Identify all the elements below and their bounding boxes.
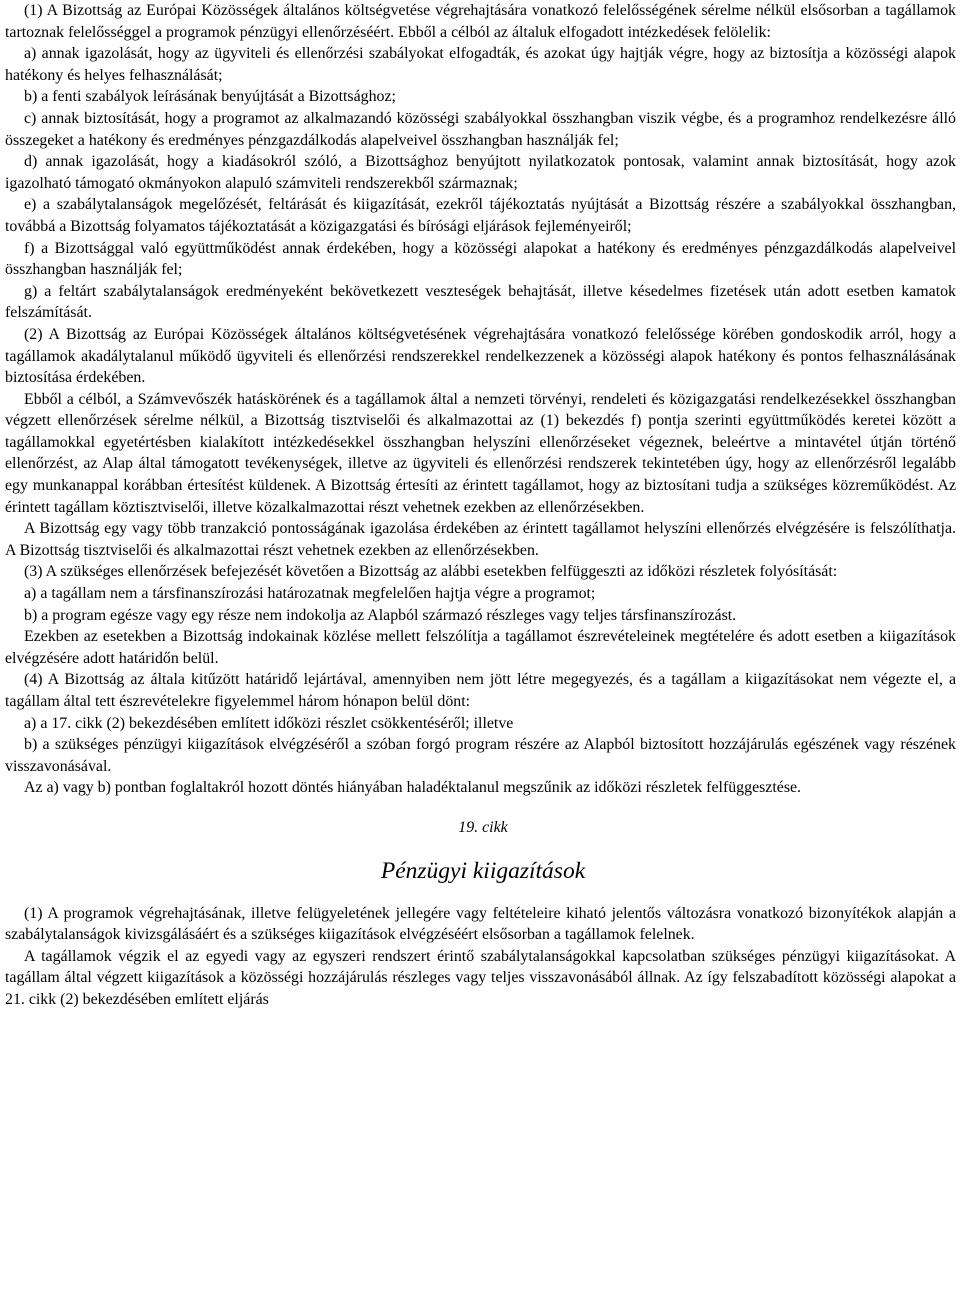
paragraph-4-intro: (4) A Bizottság az általa kitűzött határidő lejártával, amennyiben nem jött létre megegyezés, és a tagállam a kiigazításokat nem végezte el, a tagállam által tett észrevételekre figyelemmel három hónapon belül dönt: <box>5 671 956 710</box>
paragraph-2: (2) A Bizottság az Európai Közösségek általános költségvetésének végrehajtására vonatkozó felelőssége körében gondoskodik arról, hogy a tagállamok akadálytalanul működő ügyviteli és ellenőrzési rendszerekkel rendelkezzenek a közösségi alapok hatékony és pontos felhasználásának biztosítása érdekében. <box>5 325 956 387</box>
paragraph-1-point-g: g) a feltárt szabálytalanságok eredményeként bekövetkezett veszteségek behajtását, illetve késedelmes fizetések után adott esetben kamatok felszámítását. <box>5 282 956 322</box>
article-19-body <box>5 903 956 1011</box>
paragraph-1-point-e: e) a szabálytalanságok megelőzését, feltárását és kiigazítását, ezekről tájékoztatás nyújtását a Bizottság részére a szabályokkal összhangban, továbbá a Bizottság folyamatos tájékoztatását a közigazgatási és bírósági eljárások fejleményeiről; <box>5 196 956 235</box>
paragraph-1-point-b: b) a fenti szabályok leírásának benyújtását a Bizottsághoz; <box>24 88 396 106</box>
paragraph-2-continued: Ebből a célból, a Számvevőszék hatáskörének és a tagállamok által a nemzeti törvényi, rendeleti és közigazgatási rendelkezésekkel összhangban végzett ellenőrzések sérelme nélkül, a Bizottság tisztviselői és alkalmazottai az (1) bekezdés f) pontja szerinti együttműködés keretei között a tagállamokkal egyetértésben kialakított intézkedésekkel összhangban helyszíni ellenőrzéseket végeznek, beleértve a mintavétel útján történő ellenőrzést, az Alap által támogatott tevékenységek, illetve az ügyviteli és ellenőrzési rendszerek tekintetében úgy, hogy az ellenőrzésről legalább egy munkanappal korábban értesítést küldenek. A Bizottság értesíti az érintett tagállamot, hogy az biztosítani tudja a szükséges közreműködést. Az érintett tagállam köztisztviselői, illetve közalkalmazottai részt vehetnek ezekben az ellenőrzésekben. <box>5 390 956 516</box>
title-spacer <box>5 886 956 903</box>
paragraph-1-point-f: f) a Bizottsággal való együttműködést annak érdekében, hogy a közösségi alapokat a hatékony és eredményes pénzgazdálkodás alapelveivel összhangban használják fel; <box>5 239 956 279</box>
paragraph-2-onsite-check: A Bizottság egy vagy több tranzakció pontosságának igazolása érdekében az érintett tagállamot helyszíni ellenőrzés elvégzésére is felszólíthatja. A Bizottság tisztviselői és alkalmazottai részt vehetnek ezekben az ellenőrzésekben. <box>5 520 956 559</box>
article-number: 19. cikk <box>458 818 508 836</box>
paragraph-1-point-d: d) annak igazolását, hogy a kiadásokról szóló, a Bizottsághoz benyújtott nyilatkozatok pontosak, valamint annak biztosítását, hogy azok igazolható támogató okmányokon alapuló számviteli rendszerekből származnak; <box>5 153 956 192</box>
article-19-paragraph-2: A tagállamok végzik el az egyedi vagy az egyszeri rendszert érintő szabálytalanságokkal kapcsolatban szükséges pénzügyi kiigazításokat. A tagállam által végzett kiigazítások a közösségi hozzájárulás részleges vagy teljes visszavonásából állnak. Az így felszabadított közösségi alapokat a 21. cikk (2) bekezdésében említett eljárás <box>5 947 956 1008</box>
paragraph-4-point-b: b) a szükséges pénzügyi kiigazítások elvégzéséről a szóban forgó program részére az Alapból biztosított hozzájárulás egészének vagy részének visszavonásával. <box>5 736 956 775</box>
paragraph-4-closing: Az a) vagy b) pontban foglaltakról hozott döntés hiányában haladéktalanul megszűnik az időközi részletek felfüggesztése. <box>24 779 802 797</box>
paragraph-3-point-b: b) a program egésze vagy egy része nem indokolja az Alapból származó részleges vagy teljes társfinanszírozást. <box>24 606 737 624</box>
paragraph-3-intro: (3) A szükséges ellenőrzések befejezését követően a Bizottság az alábbi esetekben felfüggeszti az időközi részletek folyósítását: <box>24 563 838 581</box>
paragraph-3-point-a: a) a tagállam nem a társfinanszírozási határozatnak megfelelően hajtja végre a programot; <box>24 585 596 603</box>
document-page <box>5 0 956 1011</box>
paragraph-1-intro: (1) A Bizottság az Európai Közösségek általános költségvetése végrehajtására vonatkozó felelősségének sérelme nélkül elsősorban a tagállamok tartoznak felelősséggel a programok pénzügyi ellenőrzéséért. Ebből a célból az általuk elfogadott intézkedések felölelik: <box>5 2 956 41</box>
article-title: Pénzügyi kiigazítások <box>380 857 586 884</box>
article-19-paragraph-1: (1) A programok végrehajtásának, illetve felügyeletének jellegére vagy feltételeire kiható jelentős változásra vonatkozó bizonyítékok alapján a szabálytalanságok kivizsgálásáért és a szükséges kiigazítások elvégzéséért elsősorban a tagállamok felelnek. <box>5 904 956 944</box>
paragraph-4-point-a: a) a 17. cikk (2) bekezdésében említett időközi részlet csökkentéséről; illetve <box>24 714 514 732</box>
article-18-body <box>5 0 956 799</box>
paragraph-1-point-c: c) annak biztosítását, hogy a programot az alkalmazandó közösségi szabályokkal összhangban viszik végbe, és a programhoz rendelkezésre álló összegeket a hatékony és eredményes pénzgazdálkodás alapelveivel összhangban használják fel; <box>5 109 956 149</box>
paragraph-1-point-a: a) annak igazolását, hogy az ügyviteli és ellenőrzési szabályokat elfogadták, és azokat úgy hajtják végre, hogy az biztosítja a közösségi alapok hatékony és helyes felhasználását; <box>5 45 956 84</box>
paragraph-3-followup: Ezekben az esetekben a Bizottság indokainak közlése mellett felszólítja a tagállamot észrevételeinek megtételére és adott esetben a kiigazítások elvégzésére adott határidőn belül. <box>5 628 956 667</box>
section-spacer <box>5 799 956 817</box>
